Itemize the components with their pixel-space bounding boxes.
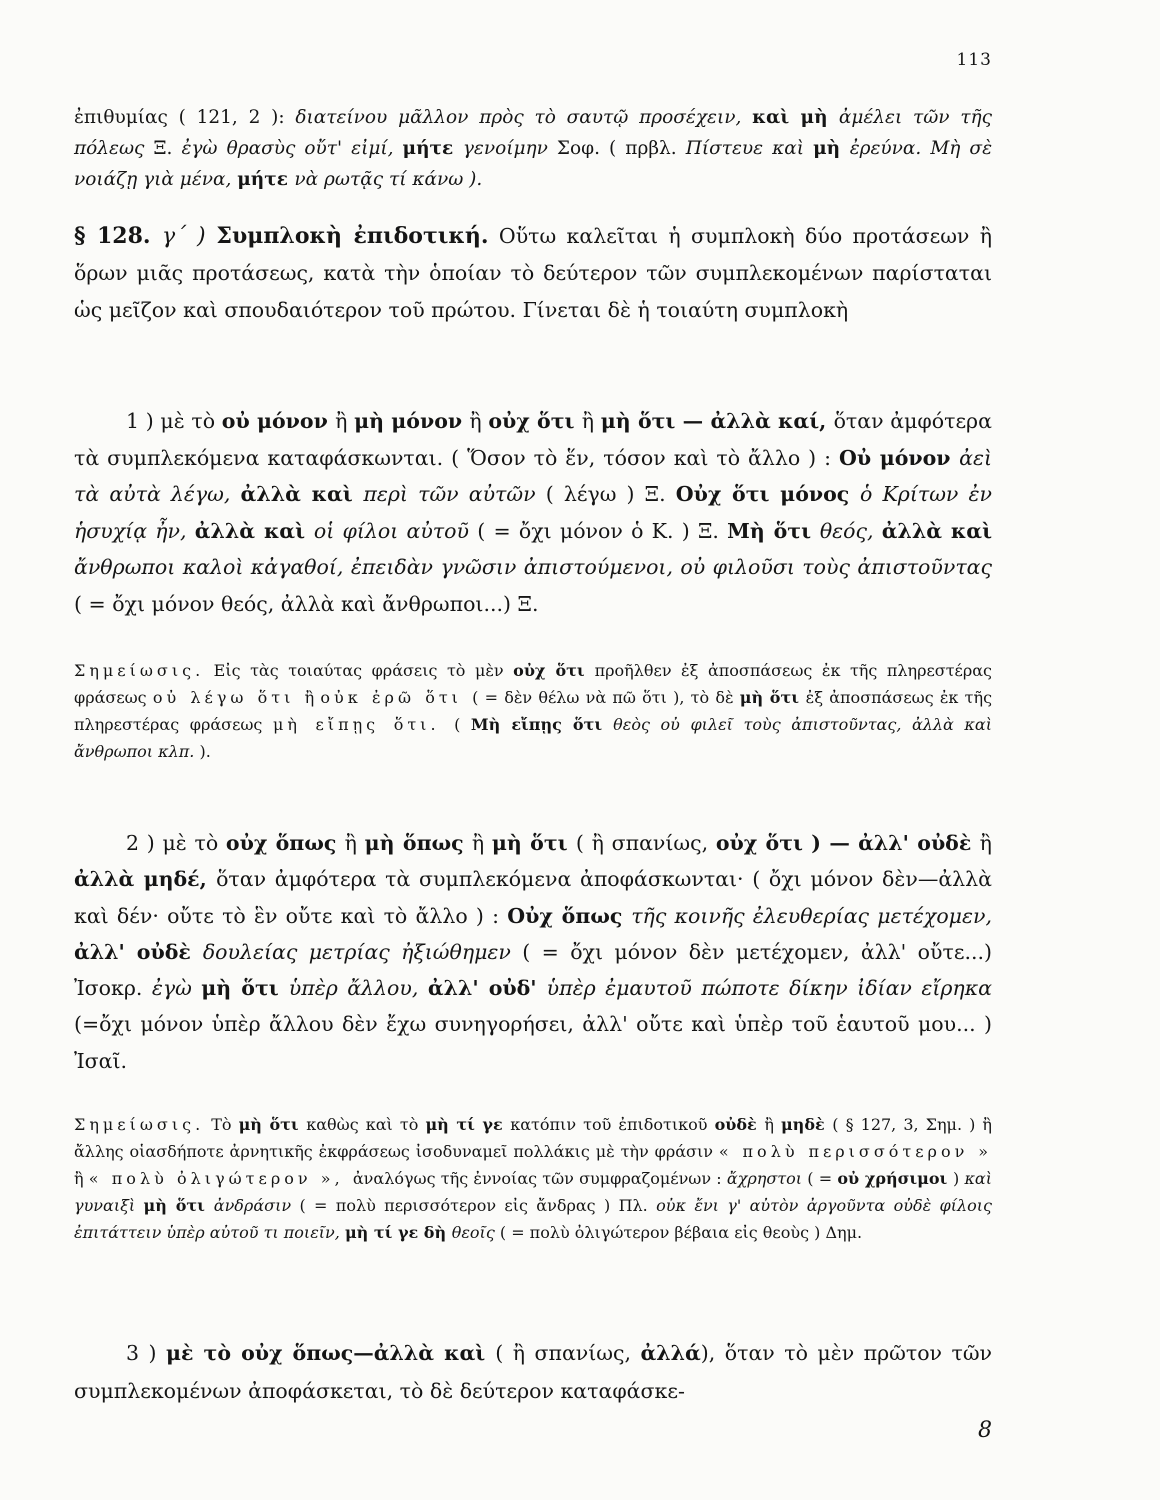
example-text: ὁ Κρίτων ἐν ἡσυχίᾳ ἦν,	[74, 482, 992, 543]
item-2: 2 ) μὲ τὸ οὐχ ὅπως ἢ μὴ ὅπως ἢ μὴ ὅτι ( ἢ σπανίως, οὐχ ὅτι ) — ἀλλ' οὐδὲ ἢ ἀλλὰ μηδέ, ὅταν ἀμφότερα τὰ συμπλεκόμενα ἀποφάσκωνται· ( ὄχι μόνον δὲν—ἀλλὰ καὶ δέν· οὔτε τὸ ἓν οὔτε καὶ τὸ ἄλλο ) : Οὐχ ὅπως τῆς κοινῆς ἐλευθερίας μετέχομεν, ἀλλ' οὐδὲ δουλείας μετρίας ἠξιώθημεν ( = ὄχι μόνον δὲν μετέχομεν, ἀλλ' οὔτε...) Ἰσοκρ. ἐγὼ μὴ ὅτι ὑπὲρ ἄλλου, ἀλλ' οὐδ' ὑπὲρ ἐμαυτοῦ πώποτε δίκην ἰδίαν εἴρηκα (=ὄχι μόνον ὑπὲρ ἄλλου δὲν ἔχω συνηγορήσει, ἀλλ' οὔτε καὶ ὑπὲρ τοῦ ἑαυτοῦ μου... ) Ἰσαῖ.	[74, 831, 992, 1073]
section-title: Συμπλοκὴ ἐπιδοτική.	[216, 223, 489, 249]
keyword: ἀλλά	[640, 1341, 701, 1365]
keyword: μὴ ὅτι — ἀλλὰ καί,	[600, 409, 834, 433]
example-text: ἀεὶ τὰ αὐτὰ λέγω,	[74, 445, 993, 506]
keyword: Μὴ εἴπῃς ὅτι	[470, 715, 614, 734]
keyword: οὐχ ὅτι	[513, 661, 595, 680]
example-text: οὐκ ἔνι γ' αὐτὸν ἀργοῦντα οὐδὲ φίλοις ἐπιτάττειν ὑπὲρ αὐτοῦ τι ποιεῖν,	[74, 1196, 993, 1242]
example-text: ὑπὲρ ἐμαυτοῦ πώποτε δίκην ἰδίαν εἴρηκα	[546, 976, 992, 1001]
page-number: 113	[956, 50, 992, 70]
keyword: μὴ ὅτι	[238, 1115, 307, 1134]
note-label: Σημείωσις.	[74, 1115, 205, 1134]
example-text: ἐγὼ θρασὺς οὔτ' εἰμί,	[181, 138, 403, 159]
keyword: ἀλλ' οὐδὲ	[74, 939, 203, 964]
spaced-phrase: « πολὺ ὀλιγώτερον »,	[88, 1169, 353, 1188]
keyword: Οὐχ ὅτι μόνος	[675, 482, 860, 506]
keyword: μὴ ὅτι	[491, 831, 576, 855]
note-2: Σημείωσις. Τὸ μὴ ὅτι καθὼς καὶ τὸ μὴ τί γε κατόπιν τοῦ ἐπιδοτικοῦ οὐδὲ ἢ μηδὲ ( § 127, 3, Σημ. ) ἢ ἄλλης οἱασδήποτε ἀρνητικῆς ἐκφράσεως ἰσοδυναμεῖ πολλάκις μὲ τὴν φράσιν « πολὺ περισσότερον » ἢ « πολὺ ὀλιγώτερον », ἀναλόγως τῆς ἐννοίας τῶν συμφραζομένων : ἄχρηστοι ( = οὐ χρήσιμοι ) καὶ γυναιξὶ μὴ ὅτι ἀνδράσιν ( = πολὺ περισσότερον εἰς ἄνδρας ) Πλ. οὐκ ἔνι γ' αὐτὸν ἀργοῦντα οὐδὲ φίλοις ἐπιτάττειν ὑπὲρ αὐτοῦ τι ποιεῖν, μὴ τί γε δὴ θεοῖς ( = πολὺ ὀλιγώτερον βέβαια εἰς θεοὺς ) Δημ.	[74, 1115, 993, 1242]
text: ἐπιθυμίας ( 121, 2 ):	[74, 107, 296, 128]
keyword: οὐδὲ	[714, 1115, 765, 1134]
example-text: ἀνδράσιν	[213, 1196, 300, 1215]
example-text: περὶ τῶν αὐτῶν	[363, 482, 546, 506]
keyword: οὐχ ὅτι	[488, 409, 582, 433]
example-text: διατείνου μᾶλλον πρὸς τὸ σαυτῷ προσέχειν,	[295, 107, 753, 128]
example-text: Πίστευε καὶ	[685, 138, 814, 159]
continued-paragraph	[74, 102, 992, 195]
keyword: οὐχ ὅπως—ἀλλὰ καὶ	[241, 1341, 496, 1365]
section-128	[74, 218, 992, 329]
example-text: ἄχρηστοι	[726, 1169, 808, 1188]
example-text: οἱ φίλοι αὐτοῦ	[313, 518, 478, 543]
keyword: μὴ ὅτι	[143, 1196, 214, 1215]
spaced-phrase: μὴ εἴπῃς ὅτι.	[272, 715, 455, 734]
text: Σοφ. ( πρβλ.	[556, 138, 686, 159]
example-text: ἐγὼ	[151, 976, 202, 1001]
keyword: μὴ ὅτι	[201, 976, 289, 1001]
keyword: μὴ μόνον	[354, 409, 470, 433]
example-text: δουλείας μετρίας ἠξιώθημεν	[202, 939, 523, 964]
keyword: Οὐχ ὅπως	[507, 903, 632, 928]
keyword: Οὐ μόνον	[839, 445, 960, 470]
keyword: μήτε	[237, 169, 295, 190]
keyword: μήτε	[402, 138, 463, 159]
example-text: τῆς κοινῆς ἐλευθερίας μετέχομεν,	[631, 903, 992, 928]
example-text: ἄνθρωποι καλοὶ κἀγαθοί, ἐπειδὰν γνῶσιν ἀπιστούμενοι, οὐ φιλοῦσι τοὺς ἀπιστοῦντας	[74, 555, 992, 579]
spaced-phrase: « πολὺ περισσότερον »	[718, 1142, 993, 1161]
example-text: ἀμέλει τῶν τῆς πόλεως	[74, 107, 993, 159]
keyword: ἀλλ' οὐδ'	[427, 976, 547, 1001]
keyword: οὐχ ὅπως	[225, 831, 345, 855]
keyword: ἀλλὰ μηδέ,	[74, 867, 217, 892]
example-text: καὶ γυναιξὶ	[74, 1169, 993, 1215]
example-text: θεός,	[819, 518, 882, 543]
keyword: μηδὲ	[780, 1115, 833, 1134]
keyword: ἀλλὰ καὶ	[881, 518, 992, 543]
keyword: ἀλλὰ καὶ	[240, 482, 364, 506]
keyword: μὴ	[813, 138, 850, 159]
keyword: ἀλλὰ καὶ	[194, 518, 314, 543]
section-number: § 128.	[74, 223, 163, 249]
keyword: μὴ τί γε δὴ	[344, 1223, 452, 1242]
example-text: ὑπὲρ ἄλλου,	[288, 976, 428, 1001]
keyword: οὐχ ὅτι ) — ἀλλ' οὐδὲ	[715, 831, 980, 855]
keyword: μὴ ὅτι	[739, 688, 806, 707]
keyword: Μὴ ὅτι	[727, 518, 820, 543]
keyword: μὲ τὸ	[165, 1341, 242, 1365]
item-3: 3 ) μὲ τὸ οὐχ ὅπως—ἀλλὰ καὶ ( ἢ σπανίως, ἀλλά), ὅταν τὸ μὲν πρῶτον τῶν συμπλεκομένων ἀποφάσκεται, τὸ δὲ δεύτερον καταφάσκε-	[74, 1341, 992, 1403]
section-text: Οὕτω καλεῖται ἡ συμπλοκὴ δύο προτάσεων ἢ ὅρων μιᾶς προτάσεως, κατὰ τὴν ὁποίαν τὸ δεύτερον τῶν συμπλεκομένων παρίσταται ὡς μεῖζον καὶ σπουδαιότερον τοῦ πρώτου. Γίνεται δὲ ἡ τοιαύτη συμπλοκὴ	[74, 224, 992, 322]
keyword: μὴ ὅπως	[364, 831, 472, 855]
example-text: θεὸς οὐ φιλεῖ τοὺς ἀπιστοῦντας, ἀλλὰ καὶ ἄνθρωποι κλπ.	[74, 715, 992, 761]
example-text: γενοίμην	[462, 138, 557, 159]
source-abbr: Ξ.	[153, 138, 182, 159]
example-text: ἐρεύνα. Μὴ σὲ νοιάζῃ γιὰ μένα,	[74, 138, 992, 190]
example-text: νὰ ρωτᾷς τί κάνω ).	[294, 169, 483, 190]
keyword: οὐ χρήσιμοι	[837, 1169, 953, 1188]
spaced-phrase: οὐ λέγω ὅτι	[152, 688, 305, 707]
example-text: θεοῖς	[451, 1223, 500, 1242]
spaced-phrase: οὐκ ἐρῶ ὅτι	[320, 688, 473, 707]
note-1: Σημείωσις. Εἰς τὰς τοιαύτας φράσεις τὸ μὲν οὐχ ὅτι προῆλθεν ἐξ ἀποσπάσεως ἐκ τῆς πληρεστέρας φράσεως οὐ λέγω ὅτι ἢ οὐκ ἐρῶ ὅτι ( = δὲν θέλω νὰ πῶ ὅτι ), τὸ δὲ μὴ ὅτι ἐξ ἀποσπάσεως ἐκ τῆς πληρεστέρας φράσεως μὴ εἴπῃς ὅτι. ( Μὴ εἴπῃς ὅτι θεὸς οὐ φιλεῖ τοὺς ἀπιστοῦντας, ἀλλὰ καὶ ἄνθρωποι κλπ. ).	[74, 661, 993, 761]
section-label: γ΄ )	[162, 224, 217, 249]
note-label: Σημείωσις.	[74, 661, 205, 680]
keyword: μὴ τί γε	[425, 1115, 511, 1134]
item-1: 1 ) μὲ τὸ οὐ μόνον ἢ μὴ μόνον ἢ οὐχ ὅτι ἢ μὴ ὅτι — ἀλλὰ καί, ὅταν ἀμφότερα τὰ συμπλεκόμενα καταφάσκωνται. ( Ὅσον τὸ ἕν, τόσον καὶ τὸ ἄλλο ) : Οὐ μόνον ἀεὶ τὰ αὐτὰ λέγω, ἀλλὰ καὶ περὶ τῶν αὐτῶν ( λέγω ) Ξ. Οὐχ ὅτι μόνος ὁ Κρίτων ἐν ἡσυχίᾳ ἦν, ἀλλὰ καὶ οἱ φίλοι αὐτοῦ ( = ὄχι μόνον ὁ Κ. ) Ξ. Μὴ ὅτι θεός, ἀλλὰ καὶ ἄνθρωποι καλοὶ κἀγαθοί, ἐπειδὰν γνῶσιν ἀπιστούμενοι, οὐ φιλοῦσι τοὺς ἀπιστοῦντας ( = ὄχι μόνον θεός, ἀλλὰ καὶ ἄνθρωποι...) Ξ.	[74, 409, 993, 616]
printer-signature: 8	[978, 1418, 992, 1443]
keyword: καὶ μὴ	[752, 107, 839, 128]
keyword: οὐ μόνον	[221, 409, 336, 433]
